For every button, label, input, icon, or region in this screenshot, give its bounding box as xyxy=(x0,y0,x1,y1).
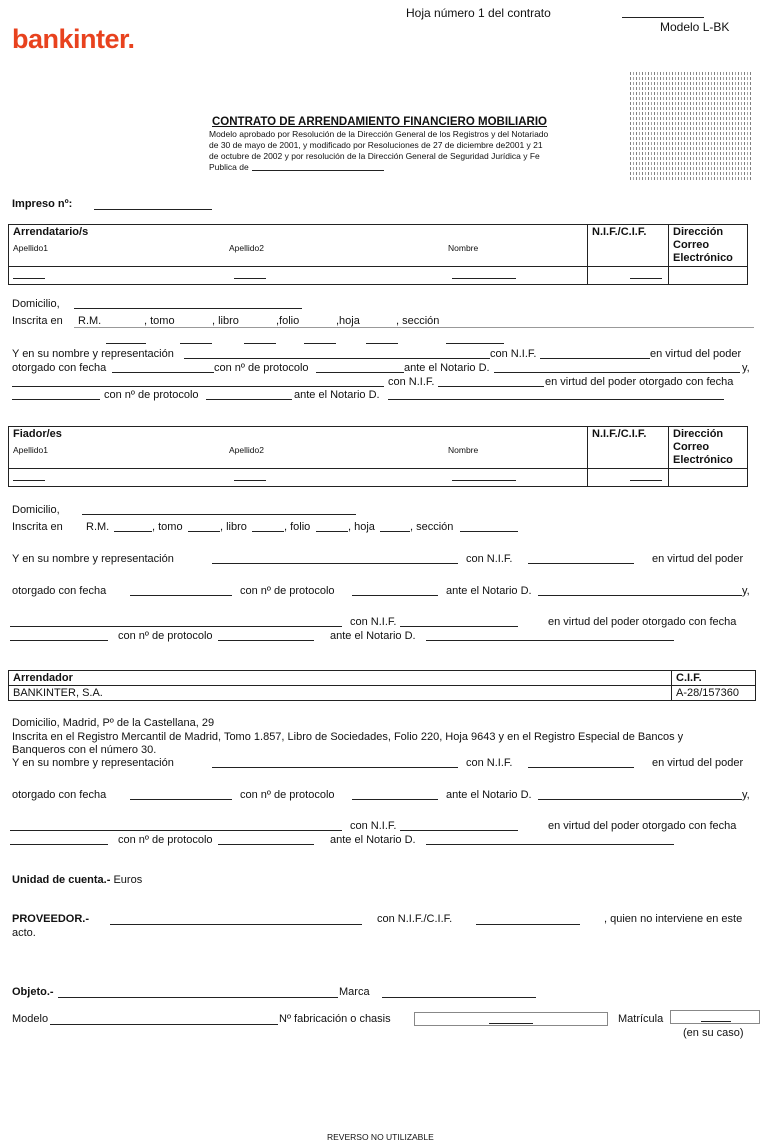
lessee-col-email xyxy=(669,225,748,267)
guarantor-y-label: y, xyxy=(742,585,750,597)
lessee-seccion-field[interactable] xyxy=(446,343,504,344)
guarantor-notario2-label: ante el Notario D. xyxy=(330,630,416,642)
lessee-table xyxy=(8,224,748,285)
lessee-col-email-1: Dirección xyxy=(673,226,724,238)
guarantor-seccion-label: , sección xyxy=(410,521,454,533)
guarantor-fecha2-field[interactable] xyxy=(10,640,108,641)
guarantor-col-email-3: Electrónico xyxy=(673,454,733,466)
lessee-notario-label: ante el Notario D. xyxy=(404,362,490,374)
guarantor-domicilio-field[interactable] xyxy=(82,514,356,515)
guarantor-name-field[interactable] xyxy=(452,480,516,481)
guarantor-col-surname2: Apellido2 xyxy=(229,445,264,455)
lessee-nif-label: con N.I.F. xyxy=(490,348,537,360)
guarantor-surname2-field[interactable] xyxy=(234,480,266,481)
approval-date-field[interactable] xyxy=(252,170,384,171)
lessor-rep-label: Y en su nombre y representación xyxy=(12,757,174,769)
lessee-tomo-label: , tomo xyxy=(144,315,175,327)
object-chasis-underline xyxy=(489,1023,533,1024)
guarantor-col-nif: N.I.F./C.I.F. xyxy=(588,427,669,469)
supplier-cif-field[interactable] xyxy=(476,924,580,925)
lessee-nif2-label: con N.I.F. xyxy=(388,376,435,388)
contract-title: CONTRATO DE ARRENDAMIENTO FINANCIERO MOBILIARIO xyxy=(212,116,547,128)
guarantor-col-name: Nombre xyxy=(448,445,479,455)
guarantor-domicilio-label: Domicilio, xyxy=(12,504,60,516)
object-matricula-label: Matrícula xyxy=(618,1013,664,1025)
lessee-libro-label: , libro xyxy=(212,315,239,327)
model-code: Modelo L-BK xyxy=(660,20,730,34)
lessee-hoja-label: ,hoja xyxy=(336,315,360,327)
guarantor-title: Fiador/es xyxy=(13,428,62,440)
supplier-note-2: acto. xyxy=(12,927,36,939)
lessee-rep-field[interactable] xyxy=(184,358,490,359)
lessee-protocolo2-field[interactable] xyxy=(206,399,292,400)
lessee-name-field[interactable] xyxy=(452,278,516,279)
guarantor-folio-label: , folio xyxy=(284,521,311,533)
guarantor-notario2-field[interactable] xyxy=(426,640,674,641)
object-modelo-field[interactable] xyxy=(50,1024,278,1025)
impreso-label: Impreso nº: xyxy=(12,198,73,210)
guarantor-hoja-field[interactable] xyxy=(380,531,410,532)
lessee-col-surname1: Apellido1 xyxy=(13,243,48,253)
lessee-nif-field[interactable] xyxy=(630,278,662,279)
lessee-libro-field[interactable] xyxy=(244,343,276,344)
guarantor-hoja-label: , hoja xyxy=(348,521,375,533)
lessee-tomo-field[interactable] xyxy=(180,343,212,344)
guarantor-rep-label: Y en su nombre y representación xyxy=(12,553,174,565)
guarantor-inscrita-label: Inscrita en xyxy=(12,521,63,533)
supplier-name-field[interactable] xyxy=(110,924,362,925)
lessee-rep-label: Y en su nombre y representación xyxy=(12,348,174,360)
impreso-field[interactable] xyxy=(94,209,212,210)
lessor-protocolo2-field[interactable] xyxy=(218,844,314,845)
guarantor-rm-label: R.M. xyxy=(86,521,110,533)
lessee-y-label: y, xyxy=(742,362,750,374)
lessor-name: BANKINTER, S.A. xyxy=(9,686,672,701)
lessor-nif-label: con N.I.F. xyxy=(466,757,513,769)
guarantor-nif2-label: con N.I.F. xyxy=(350,616,397,628)
guarantor-rm-field[interactable] xyxy=(114,531,152,532)
lessee-poder2-label: en virtud del poder otorgado con fecha xyxy=(545,376,734,388)
lessor-inscrita-line-1: Inscrita en el Registro Mercantil de Madrid, Tomo 1.857, Libro de Sociedades, Folio 220, Hoja 9643 y en el Registro Especial de Bancos y xyxy=(12,731,684,743)
lessee-protocolo-label: con nº de protocolo xyxy=(214,362,309,374)
object-marca-field[interactable] xyxy=(382,997,536,998)
lessor-rep-field[interactable] xyxy=(212,767,458,768)
object-marca-label: Marca xyxy=(339,986,370,998)
lessee-col-name: Nombre xyxy=(448,243,479,253)
lessor-protocolo-field[interactable] xyxy=(352,799,438,800)
model-underline xyxy=(622,17,704,18)
guarantor-notario-label: ante el Notario D. xyxy=(446,585,532,597)
object-modelo-label: Modelo xyxy=(12,1013,49,1025)
lessor-protocolo2-label: con nº de protocolo xyxy=(118,834,213,846)
approval-line-2: de 30 de mayo de 2001, y modificado por Resoluciones de 27 de diciembre de2001 y 21 xyxy=(209,140,543,150)
approval-line-1: Modelo aprobado por Resolución de la Dirección General de los Registros y del Notariado xyxy=(209,129,549,139)
unit-value: Euros xyxy=(110,874,143,886)
guarantor-email-cell[interactable] xyxy=(669,469,748,487)
footer-note: REVERSO NO UTILIZABLE xyxy=(327,1132,434,1142)
approval-line-3: de octubre de 2002 y por resolución de la Dirección General de Seguridad Jurídica y Fe xyxy=(209,151,540,161)
lessee-data-cell[interactable] xyxy=(9,267,588,285)
lessee-surname1-field[interactable] xyxy=(13,278,45,279)
lessee-col-email-3: Electrónico xyxy=(673,252,733,264)
lessee-protocolo-field[interactable] xyxy=(316,372,404,373)
lessor-notario-label: ante el Notario D. xyxy=(446,789,532,801)
lessor-rep2-field[interactable] xyxy=(10,830,342,831)
guarantor-col-email-2: Correo xyxy=(673,441,710,453)
lessor-cif: A-28/157360 xyxy=(672,686,756,701)
lessee-col-surname2: Apellido2 xyxy=(229,243,264,253)
barcode-image xyxy=(630,72,752,182)
lessee-title: Arrendatario/s xyxy=(13,226,89,238)
lessee-nif-cell[interactable] xyxy=(588,267,669,285)
lessor-table xyxy=(8,670,756,701)
supplier-note-1: , quien no interviene en este xyxy=(604,913,743,925)
lessor-fecha-label: otorgado con fecha xyxy=(12,789,107,801)
lessee-col-nif: N.I.F./C.I.F. xyxy=(588,225,669,267)
lessor-cif-title: C.I.F. xyxy=(672,671,756,686)
object-matricula-underline xyxy=(701,1021,731,1022)
guarantor-notario-field[interactable] xyxy=(538,595,742,596)
guarantor-poder2-label: en virtud del poder otorgado con fecha xyxy=(548,616,737,628)
object-field[interactable] xyxy=(58,997,338,998)
guarantor-seccion-field[interactable] xyxy=(460,531,518,532)
lessor-notario2-field[interactable] xyxy=(426,844,674,845)
guarantor-poder-label: en virtud del poder xyxy=(652,553,744,565)
lessor-y-label: y, xyxy=(742,789,750,801)
lessee-seccion-label: , sección xyxy=(396,315,440,327)
lessee-fecha-field[interactable] xyxy=(112,372,214,373)
approval-line-4: Publica de xyxy=(209,162,249,172)
lessee-hoja-field[interactable] xyxy=(366,343,398,344)
bankinter-logo: bankinter. xyxy=(12,24,135,54)
guarantor-rep-nif-field[interactable] xyxy=(528,563,634,564)
lessor-fecha2-field[interactable] xyxy=(10,844,108,845)
lessee-poder-label: en virtud del poder xyxy=(650,348,742,360)
lessor-title: Arrendador xyxy=(9,671,672,686)
lessor-nif2-field[interactable] xyxy=(400,830,518,831)
sheet-number: Hoja número 1 del contrato xyxy=(406,6,551,20)
lessee-inscrita-label: Inscrita en xyxy=(12,315,63,327)
guarantor-surname1-field[interactable] xyxy=(13,480,45,481)
guarantor-col-surname1: Apellido1 xyxy=(13,445,48,455)
lessee-domicilio-label: Domicilio, xyxy=(12,298,60,310)
guarantor-nif2-field[interactable] xyxy=(400,626,518,627)
lessor-rep-nif-field[interactable] xyxy=(528,767,634,768)
lessee-folio-field[interactable] xyxy=(304,343,336,344)
unit-label: Unidad de cuenta.- xyxy=(12,874,111,886)
lessee-notario2-field[interactable] xyxy=(388,399,724,400)
guarantor-table xyxy=(8,426,748,487)
supplier-label: PROVEEDOR.- xyxy=(12,913,90,925)
object-en-su-caso: (en su caso) xyxy=(683,1027,744,1039)
lessee-col-email-2: Correo xyxy=(673,239,710,251)
guarantor-header-cell xyxy=(9,427,588,469)
lessor-poder-label: en virtud del poder xyxy=(652,757,744,769)
guarantor-protocolo2-label: con nº de protocolo xyxy=(118,630,213,642)
lessee-header-cell xyxy=(9,225,588,267)
guarantor-data-cell[interactable] xyxy=(9,469,588,487)
guarantor-protocolo-field[interactable] xyxy=(352,595,438,596)
guarantor-protocolo-label: con nº de protocolo xyxy=(240,585,335,597)
lessee-fecha2-field[interactable] xyxy=(12,399,100,400)
lessee-fecha-label: otorgado con fecha xyxy=(12,362,107,374)
supplier-cif-label: con N.I.F./C.I.F. xyxy=(377,913,453,925)
guarantor-rep2-field[interactable] xyxy=(10,626,342,627)
object-chasis-field[interactable] xyxy=(414,1012,608,1026)
lessee-rm-label: R.M. xyxy=(78,315,102,327)
object-label: Objeto.- xyxy=(12,986,54,998)
guarantor-protocolo2-field[interactable] xyxy=(218,640,314,641)
unit-line xyxy=(12,874,142,886)
guarantor-col-email xyxy=(669,427,748,469)
lessor-inscrita-line-2: Banqueros con el número 30. xyxy=(12,744,157,756)
guarantor-fecha-field[interactable] xyxy=(130,595,232,596)
object-chasis-label: Nº fabricación o chasis xyxy=(279,1013,391,1025)
lessor-nif2-label: con N.I.F. xyxy=(350,820,397,832)
guarantor-nif-label: con N.I.F. xyxy=(466,553,513,565)
lessee-notario2-label: ante el Notario D. xyxy=(294,389,380,401)
lessee-rep2-field[interactable] xyxy=(12,386,384,387)
lessee-folio-label: ,folio xyxy=(276,315,300,327)
lessee-rep-nif-field[interactable] xyxy=(540,358,650,359)
lessee-inscrita-rule xyxy=(74,327,754,328)
lessee-nif2-field[interactable] xyxy=(438,386,544,387)
object-matricula-field[interactable] xyxy=(670,1010,760,1024)
guarantor-tomo-field[interactable] xyxy=(188,531,220,532)
guarantor-rep-field[interactable] xyxy=(212,563,458,564)
lessee-notario-field[interactable] xyxy=(494,372,740,373)
guarantor-tomo-label: , tomo xyxy=(152,521,183,533)
lessor-fecha-field[interactable] xyxy=(130,799,232,800)
lessee-rm-field[interactable] xyxy=(106,343,146,344)
lessor-notario2-label: ante el Notario D. xyxy=(330,834,416,846)
lessor-domicilio: Domicilio, Madrid, Pº de la Castellana, 29 xyxy=(12,717,215,729)
lessee-protocolo2-label: con nº de protocolo xyxy=(104,389,199,401)
lessee-surname2-field[interactable] xyxy=(234,278,266,279)
guarantor-libro-label: , libro xyxy=(220,521,247,533)
guarantor-nif-field[interactable] xyxy=(630,480,662,481)
guarantor-libro-field[interactable] xyxy=(252,531,284,532)
lessee-domicilio-field[interactable] xyxy=(74,308,302,309)
guarantor-fecha-label: otorgado con fecha xyxy=(12,585,107,597)
guarantor-folio-field[interactable] xyxy=(316,531,348,532)
guarantor-nif-cell[interactable] xyxy=(588,469,669,487)
lessor-notario-field[interactable] xyxy=(538,799,742,800)
guarantor-col-email-1: Dirección xyxy=(673,428,724,440)
lessor-protocolo-label: con nº de protocolo xyxy=(240,789,335,801)
lessor-poder2-label: en virtud del poder otorgado con fecha xyxy=(548,820,737,832)
lessee-email-cell[interactable] xyxy=(669,267,748,285)
